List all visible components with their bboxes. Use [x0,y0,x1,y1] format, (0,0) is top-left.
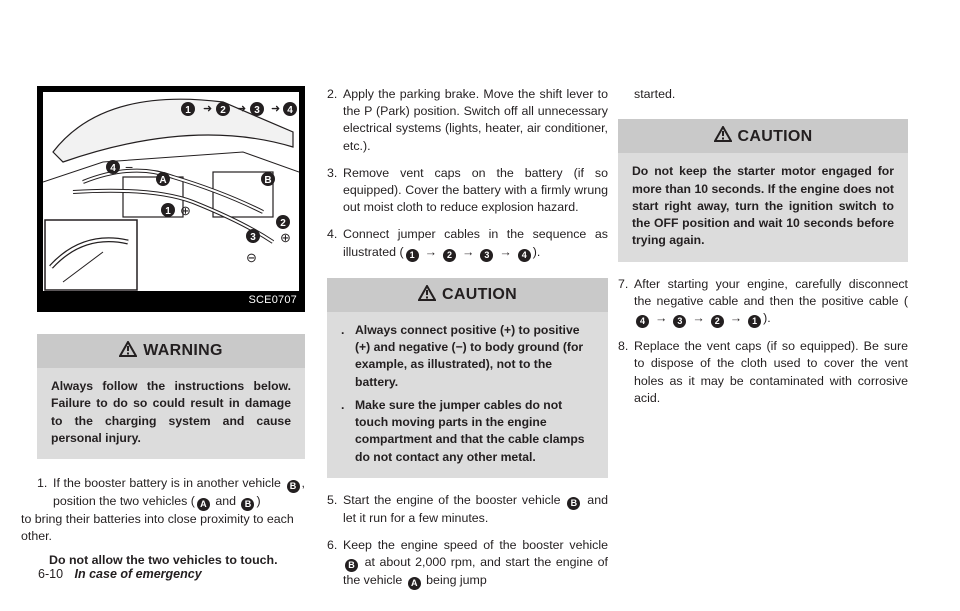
number-1-symbol: 1 [406,249,419,262]
svg-text:➜: ➜ [271,103,281,115]
svg-text:➜: ➜ [203,103,213,115]
svg-text:⊕: ⊕ [180,203,191,218]
step-number: 4. [327,227,338,242]
section-title: In case of emergency [74,567,202,581]
step-text: ). [532,244,541,259]
svg-text:4: 4 [287,105,293,116]
left-column [21,86,305,569]
svg-text:A: A [159,175,167,186]
number-4-symbol: 4 [518,249,531,262]
step-1-continued: to bring their batteries into close proximity to each other. [21,512,294,544]
caution-title: CAUTION [442,286,517,304]
caution-header [618,119,908,153]
step-text: Start the engine of the booster vehicle [343,493,561,507]
page-number: 6-10 [38,567,64,581]
step-text: being jump [426,573,487,588]
svg-text:3: 3 [254,105,260,116]
arrow-icon: → [499,244,512,259]
step-number: 3. [327,165,338,180]
bullet-icon: . [341,397,345,412]
middle-column [327,86,608,590]
step-text: ). [763,311,771,326]
vehicle-b-symbol: B [241,498,254,511]
vehicle-a-symbol: A [408,577,421,590]
step-6 [327,537,608,590]
jump-start-illustration [37,86,305,312]
step-2 [327,86,608,155]
step-text: Replace the vent caps (if so equipped). Be sure to dispose of the cloth used to cover the vent holes as it may be contaminated with corrosive acid. [634,339,908,405]
step-number: 6. [327,538,338,553]
svg-text:⊕: ⊕ [280,230,291,245]
engine-bay-drawing [43,92,299,291]
bullet-text: Make sure the jumper cables do not touch moving parts in the engine compartment and that the cable clamps do not contact any other metal. [355,397,585,464]
arrow-icon: → [729,311,743,326]
caution-text: Do not keep the starter motor engaged for more than 10 seconds. If the engine does not start right away, turn the ignition switch to the OFF position and wait 10 seconds before trying again. [632,164,894,248]
arrow-icon: → [692,311,705,326]
warning-triangle-icon [714,126,732,146]
svg-text:−: − [125,159,134,175]
step-number: 2. [327,87,338,101]
step-1 [37,475,305,511]
step-text: If the booster battery is in another vehicle [53,476,281,491]
step-number: 7. [618,276,629,291]
warning-title: WARNING [143,342,223,360]
svg-text:⊖: ⊖ [246,250,257,265]
right-column [618,86,908,407]
step-text: Apply the parking brake. Move the shift lever to the P (Park) position. Switch off all unnecessary electrical systems (lights, heater, air conditioner, etc.). [343,87,608,153]
arrow-icon: → [655,311,668,326]
warning-triangle-icon [119,341,137,361]
step-number: 5. [327,493,338,507]
svg-text:B: B [264,175,272,186]
step-4 [327,226,608,261]
step-text: ) [256,494,261,509]
caution-title: CAUTION [737,127,813,145]
number-2-symbol: 2 [711,315,724,328]
vehicle-b-symbol: B [567,497,580,510]
engine-bay-svg [43,92,299,291]
svg-text:1: 1 [165,206,171,217]
caution-bullet [341,322,594,391]
caution-bullet [341,397,594,466]
warning-triangle-icon [418,285,436,305]
step-text: , position the two vehicles ( [53,476,305,509]
caution-box-2 [618,119,908,261]
vehicle-a-symbol: A [197,498,210,511]
step-8 [618,338,908,407]
step-text: and let it run for a few minutes. [343,493,608,525]
svg-text:➜: ➜ [237,103,247,115]
number-4-symbol: 4 [636,315,649,328]
step-6-continued: started. [634,87,676,101]
svg-text:3: 3 [250,232,256,243]
vehicle-b-symbol: B [345,559,358,572]
bullet-icon: . [341,322,345,337]
svg-text:1: 1 [185,105,191,116]
number-3-symbol: 3 [480,249,493,262]
caution-body [327,312,608,478]
step-text: Keep the engine speed of the booster vehicle [343,538,608,553]
number-3-symbol: 3 [673,315,686,328]
caution-header [327,278,608,312]
bullet-text: Always connect positive (+) to positive (+) and negative (−) to body ground (for example, as illustrated), not to the battery. [355,322,584,389]
svg-text:4: 4 [110,163,116,174]
step-text: After starting your engine, carefully disconnect the negative cable and then the positive cable ( [634,276,908,308]
figure-caption: SCE0707 [248,293,297,306]
caution-box-1 [327,278,608,478]
warning-header [37,334,305,368]
step-number: 8. [618,339,629,354]
svg-text:2: 2 [280,218,286,229]
step-text: Connect jumper cables in the sequence as illustrated ( [343,227,608,259]
page-footer [38,567,202,581]
step-number: 1. [37,476,48,491]
arrow-icon: → [462,244,475,259]
step-text: and [215,494,237,509]
number-1-symbol: 1 [748,315,761,328]
warning-text: Always follow the instructions below. Failure to do so could result in damage to the charging system and cause personal injury. [51,379,291,445]
arrow-icon: → [424,244,437,259]
svg-text:2: 2 [220,105,226,116]
step-3 [327,165,608,217]
step-text: Remove vent caps on the battery (if so equipped). Cover the battery with a firmly wrung out moist cloth to reduce explosion hazard. [343,165,608,215]
step-1-emphasis: Do not allow the two vehicles to touch. [49,552,278,567]
step-5 [327,492,608,527]
step-text: at about 2,000 rpm, and start the engine of the vehicle [343,555,608,588]
warning-box [37,334,305,459]
step-7 [618,276,908,328]
vehicle-b-symbol: B [287,480,300,493]
number-2-symbol: 2 [443,249,456,262]
